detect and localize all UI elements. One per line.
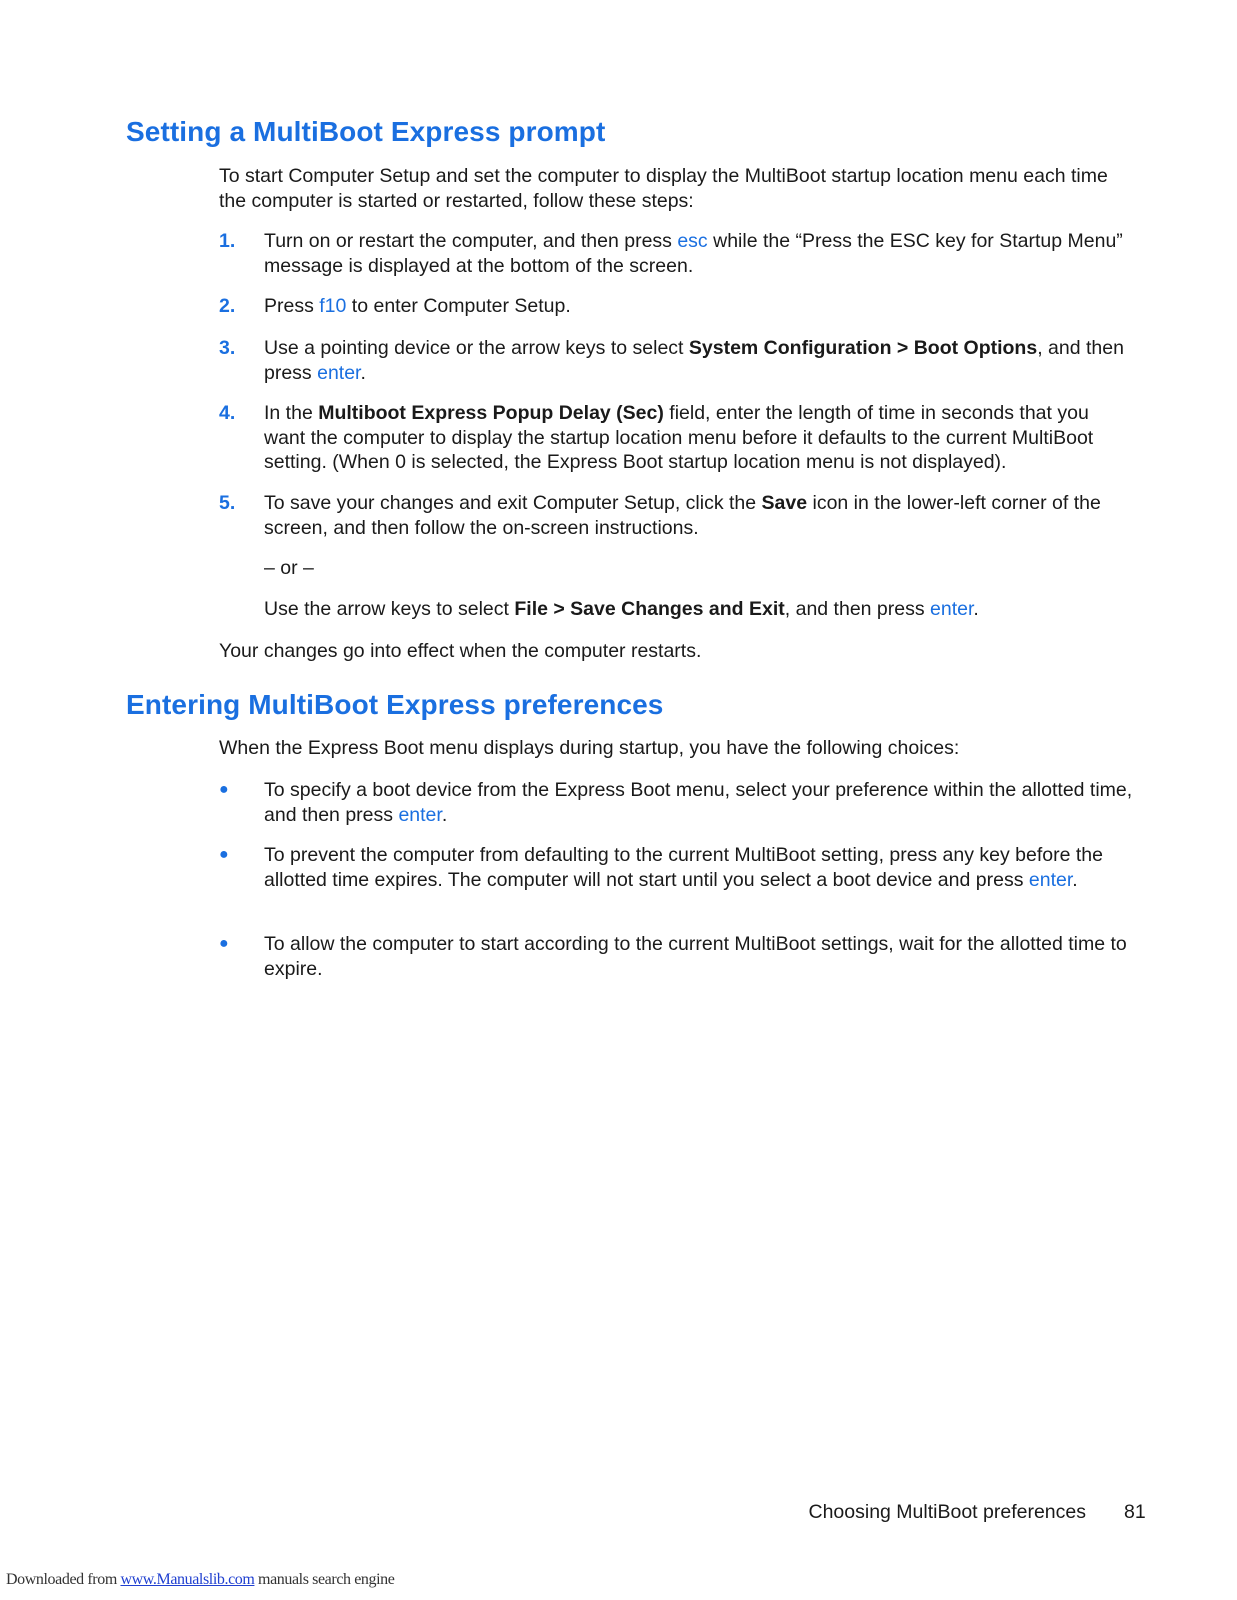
or-separator: – or – (264, 557, 314, 579)
section1-closing: Your changes go into effect when the computer restarts. (219, 640, 702, 662)
text-run: while the “Press the ESC key for Startup Menu” message is displayed at the bottom of the screen. (264, 230, 1123, 277)
ui-path: Save (761, 492, 808, 514)
text-run: , and then press (264, 337, 1124, 384)
text-run: In the (264, 402, 319, 424)
bullet-text (264, 932, 1134, 981)
section2-intro: When the Express Boot menu displays during startup, you have the following choices: (219, 737, 960, 759)
bullet-text (264, 778, 1134, 827)
text-run: To specify a boot device from the Express Boot menu, select your preference within the allotted time, and then press (264, 779, 1133, 826)
step-number: 4. (219, 402, 236, 424)
step-4 (219, 401, 1129, 476)
bullet-icon: ● (219, 846, 229, 863)
text-run: Press (264, 295, 320, 317)
step-5 (219, 491, 1129, 541)
section-heading-multiboot-prompt: Setting a MultiBoot Express prompt (126, 116, 606, 147)
text-run: . (973, 598, 979, 620)
step-text (264, 229, 1134, 278)
step-1 (219, 229, 1129, 279)
section-heading-multiboot-preferences: Entering MultiBoot Express preferences (126, 689, 664, 720)
text-run: , and then press (784, 598, 931, 620)
ui-path: File > Save Changes and Exit (514, 598, 785, 620)
key-name: enter (317, 361, 361, 384)
bullet-icon: ● (219, 935, 229, 952)
bullet-item-2 (219, 843, 1129, 918)
ui-path: System Configuration > Boot Options (688, 337, 1038, 359)
step-number: 2. (219, 295, 236, 317)
step-text (264, 491, 1134, 540)
text-run: Turn on or restart the computer, and then press (264, 230, 678, 252)
step-text (264, 401, 1134, 475)
text-run: To allow the computer to start according to the current MultiBoot settings, wait for the allotted time to expire. (264, 933, 1127, 980)
step-2 (219, 294, 1129, 320)
text-run: to enter Computer Setup. (346, 295, 571, 317)
footer-chapter-title: Choosing MultiBoot preferences (808, 1501, 1086, 1523)
section1-intro: To start Computer Setup and set the computer to display the MultiBoot startup location menu each time the computer is started or restarted, follow these steps: (219, 165, 1108, 212)
key-name: enter (930, 598, 974, 620)
key-name: enter (398, 803, 442, 826)
text-run: Use the arrow keys to select (264, 598, 515, 620)
key-name: f10 (319, 295, 347, 317)
text-run: field, enter the length of time in seconds that you want the computer to display the startup location menu before it defaults to the current MultiBoot setting. (When 0 is selected, the Express Boot startup location menu is not displayed). (264, 402, 1094, 473)
step-text (264, 336, 1134, 385)
text-run: . (441, 803, 448, 826)
text-run: Use a pointing device or the arrow keys to select (264, 337, 689, 359)
bullet-text (264, 843, 1134, 892)
download-suffix: manuals search engine (254, 1571, 395, 1588)
text-run: . (1072, 868, 1078, 891)
download-prefix: Downloaded from (6, 1571, 121, 1588)
page-number: 81 (1124, 1501, 1146, 1523)
text-run: icon in the lower-left corner of the screen, and then follow the on-screen instructions. (264, 492, 1101, 539)
text-run: To save your changes and exit Computer Setup, click the (264, 492, 762, 514)
bullet-item-3 (219, 932, 1129, 982)
alternative-instruction (264, 597, 1134, 622)
step-text (264, 294, 1134, 319)
bullet-icon: ● (219, 781, 229, 798)
manualslib-link[interactable]: www.Manualslib.com (120, 1571, 255, 1588)
step-number: 5. (219, 492, 236, 514)
download-notice (6, 1571, 394, 1589)
key-name: esc (677, 230, 708, 252)
ui-path: Multiboot Express Popup Delay (Sec) (318, 402, 664, 424)
key-name: enter (1028, 868, 1073, 891)
text-run: To prevent the computer from defaulting to the current MultiBoot setting, press any key before the allotted time expires. The computer will not start until you select a boot device and press (264, 844, 1103, 891)
step-number: 1. (219, 230, 236, 252)
step-number: 3. (219, 337, 236, 359)
bullet-item-1 (219, 778, 1133, 828)
step-3 (219, 336, 1129, 386)
text-run: . (360, 361, 366, 384)
